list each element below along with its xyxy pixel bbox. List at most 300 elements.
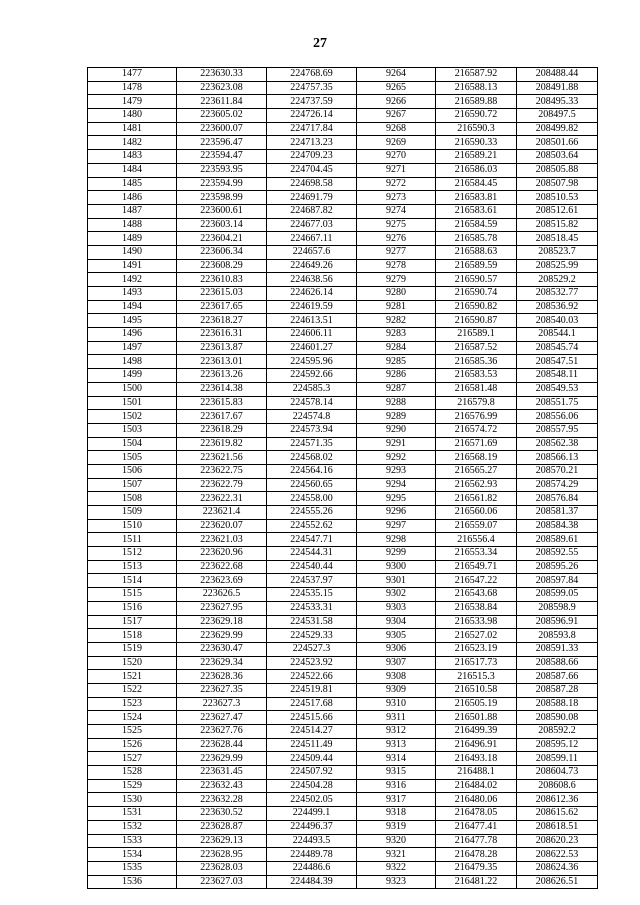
y-coordinate-cell: 224568.02	[267, 451, 357, 465]
x-coordinate-cell-2: 216576.99	[436, 410, 517, 424]
point-number-cell: 1491	[88, 259, 177, 273]
table-row	[88, 670, 598, 684]
y-coordinate-cell-2: 208624.36	[517, 861, 598, 875]
point-number-cell-2: 9276	[357, 232, 436, 246]
point-number-cell-2: 9322	[357, 861, 436, 875]
x-coordinate-cell-2: 216559.07	[436, 519, 517, 533]
x-coordinate-cell: 223629.99	[177, 752, 267, 766]
x-coordinate-cell-2: 216523.19	[436, 642, 517, 656]
point-number-cell-2: 9307	[357, 656, 436, 670]
x-coordinate-cell: 223627.76	[177, 725, 267, 739]
table-row	[88, 122, 598, 136]
y-coordinate-cell: 224486.6	[267, 861, 357, 875]
x-coordinate-cell-2: 216553.34	[436, 547, 517, 561]
point-number-cell: 1536	[88, 875, 177, 889]
point-number-cell: 1488	[88, 218, 177, 232]
table-row	[88, 738, 598, 752]
x-coordinate-cell-2: 216588.63	[436, 245, 517, 259]
y-coordinate-cell: 224515.66	[267, 711, 357, 725]
table-row	[88, 574, 598, 588]
y-coordinate-cell: 224493.5	[267, 834, 357, 848]
point-number-cell-2: 9281	[357, 300, 436, 314]
point-number-cell-2: 9308	[357, 670, 436, 684]
x-coordinate-cell-2: 216589.21	[436, 150, 517, 164]
y-coordinate-cell-2: 208626.51	[517, 875, 598, 889]
y-coordinate-cell: 224514.27	[267, 725, 357, 739]
x-coordinate-cell-2: 216583.61	[436, 204, 517, 218]
point-number-cell: 1499	[88, 369, 177, 383]
x-coordinate-cell-2: 216583.81	[436, 191, 517, 205]
y-coordinate-cell-2: 208551.75	[517, 396, 598, 410]
x-coordinate-cell: 223628.36	[177, 670, 267, 684]
x-coordinate-cell: 223630.47	[177, 642, 267, 656]
table-row	[88, 711, 598, 725]
x-coordinate-cell-2: 216510.58	[436, 683, 517, 697]
point-number-cell-2: 9287	[357, 382, 436, 396]
point-number-cell: 1524	[88, 711, 177, 725]
y-coordinate-cell-2: 208532.77	[517, 287, 598, 301]
x-coordinate-cell: 223632.43	[177, 779, 267, 793]
y-coordinate-cell: 224496.37	[267, 820, 357, 834]
y-coordinate-cell-2: 208615.62	[517, 807, 598, 821]
x-coordinate-cell-2: 216496.91	[436, 738, 517, 752]
x-coordinate-cell: 223618.29	[177, 423, 267, 437]
x-coordinate-cell: 223628.87	[177, 820, 267, 834]
y-coordinate-cell-2: 208566.13	[517, 451, 598, 465]
x-coordinate-cell-2: 216583.53	[436, 369, 517, 383]
x-coordinate-cell-2: 216586.03	[436, 163, 517, 177]
x-coordinate-cell-2: 216589.88	[436, 95, 517, 109]
point-number-cell: 1525	[88, 725, 177, 739]
y-coordinate-cell-2: 208497.5	[517, 109, 598, 123]
table-row	[88, 245, 598, 259]
table-row	[88, 725, 598, 739]
table-row	[88, 875, 598, 889]
table-row	[88, 273, 598, 287]
x-coordinate-cell-2: 216590.74	[436, 287, 517, 301]
y-coordinate-cell-2: 208491.88	[517, 81, 598, 95]
table-row	[88, 355, 598, 369]
y-coordinate-cell-2: 208499.82	[517, 122, 598, 136]
y-coordinate-cell: 224574.8	[267, 410, 357, 424]
y-coordinate-cell-2: 208581.37	[517, 506, 598, 520]
y-coordinate-cell-2: 208547.51	[517, 355, 598, 369]
y-coordinate-cell: 224737.59	[267, 95, 357, 109]
point-number-cell: 1519	[88, 642, 177, 656]
y-coordinate-cell: 224504.28	[267, 779, 357, 793]
point-number-cell-2: 9293	[357, 464, 436, 478]
table-row	[88, 150, 598, 164]
table-row	[88, 204, 598, 218]
table-row	[88, 287, 598, 301]
x-coordinate-cell-2: 216543.68	[436, 588, 517, 602]
point-number-cell-2: 9277	[357, 245, 436, 259]
table-row	[88, 136, 598, 150]
point-number-cell-2: 9286	[357, 369, 436, 383]
y-coordinate-cell-2: 208501.66	[517, 136, 598, 150]
x-coordinate-cell: 223616.31	[177, 328, 267, 342]
point-number-cell: 1509	[88, 506, 177, 520]
x-coordinate-cell: 223617.67	[177, 410, 267, 424]
point-number-cell-2: 9282	[357, 314, 436, 328]
point-number-cell: 1489	[88, 232, 177, 246]
table-row	[88, 396, 598, 410]
table-row	[88, 766, 598, 780]
point-number-cell: 1483	[88, 150, 177, 164]
point-number-cell: 1484	[88, 163, 177, 177]
table-row	[88, 81, 598, 95]
y-coordinate-cell: 224502.05	[267, 793, 357, 807]
point-number-cell: 1531	[88, 807, 177, 821]
point-number-cell-2: 9320	[357, 834, 436, 848]
x-coordinate-cell: 223606.34	[177, 245, 267, 259]
point-number-cell-2: 9274	[357, 204, 436, 218]
point-number-cell: 1533	[88, 834, 177, 848]
y-coordinate-cell-2: 208505.88	[517, 163, 598, 177]
coordinates-table-body	[88, 68, 598, 889]
point-number-cell-2: 9295	[357, 492, 436, 506]
point-number-cell-2: 9280	[357, 287, 436, 301]
y-coordinate-cell: 224687.82	[267, 204, 357, 218]
x-coordinate-cell-2: 216505.19	[436, 697, 517, 711]
table-row	[88, 232, 598, 246]
x-coordinate-cell: 223629.34	[177, 656, 267, 670]
y-coordinate-cell: 224698.58	[267, 177, 357, 191]
x-coordinate-cell-2: 216549.71	[436, 560, 517, 574]
y-coordinate-cell-2: 208595.26	[517, 560, 598, 574]
point-number-cell-2: 9272	[357, 177, 436, 191]
table-row	[88, 533, 598, 547]
x-coordinate-cell: 223618.27	[177, 314, 267, 328]
y-coordinate-cell-2: 208596.91	[517, 615, 598, 629]
point-number-cell: 1514	[88, 574, 177, 588]
x-coordinate-cell-2: 216579.8	[436, 396, 517, 410]
y-coordinate-cell: 224484.39	[267, 875, 357, 889]
x-coordinate-cell: 223622.79	[177, 478, 267, 492]
y-coordinate-cell: 224691.79	[267, 191, 357, 205]
table-row	[88, 779, 598, 793]
x-coordinate-cell: 223627.95	[177, 601, 267, 615]
point-number-cell-2: 9268	[357, 122, 436, 136]
table-row	[88, 163, 598, 177]
point-number-cell-2: 9273	[357, 191, 436, 205]
point-number-cell-2: 9317	[357, 793, 436, 807]
y-coordinate-cell-2: 208557.95	[517, 423, 598, 437]
point-number-cell: 1518	[88, 629, 177, 643]
y-coordinate-cell-2: 208589.61	[517, 533, 598, 547]
point-number-cell-2: 9291	[357, 437, 436, 451]
point-number-cell-2: 9271	[357, 163, 436, 177]
x-coordinate-cell: 223608.29	[177, 259, 267, 273]
y-coordinate-cell: 224606.11	[267, 328, 357, 342]
y-coordinate-cell-2: 208548.11	[517, 369, 598, 383]
table-row	[88, 259, 598, 273]
point-number-cell: 1530	[88, 793, 177, 807]
y-coordinate-cell-2: 208549.53	[517, 382, 598, 396]
x-coordinate-cell-2: 216538.84	[436, 601, 517, 615]
x-coordinate-cell: 223626.5	[177, 588, 267, 602]
x-coordinate-cell-2: 216481.22	[436, 875, 517, 889]
point-number-cell: 1522	[88, 683, 177, 697]
table-row	[88, 369, 598, 383]
y-coordinate-cell-2: 208587.66	[517, 670, 598, 684]
point-number-cell: 1497	[88, 341, 177, 355]
x-coordinate-cell: 223605.02	[177, 109, 267, 123]
table-row	[88, 793, 598, 807]
x-coordinate-cell: 223610.83	[177, 273, 267, 287]
point-number-cell: 1492	[88, 273, 177, 287]
y-coordinate-cell-2: 208599.11	[517, 752, 598, 766]
y-coordinate-cell: 224509.44	[267, 752, 357, 766]
point-number-cell: 1523	[88, 697, 177, 711]
point-number-cell-2: 9321	[357, 848, 436, 862]
y-coordinate-cell-2: 208591.33	[517, 642, 598, 656]
y-coordinate-cell-2: 208588.66	[517, 656, 598, 670]
x-coordinate-cell: 223631.45	[177, 766, 267, 780]
point-number-cell: 1495	[88, 314, 177, 328]
point-number-cell-2: 9305	[357, 629, 436, 643]
y-coordinate-cell-2: 208574.29	[517, 478, 598, 492]
point-number-cell-2: 9304	[357, 615, 436, 629]
table-row	[88, 683, 598, 697]
table-row	[88, 834, 598, 848]
point-number-cell-2: 9284	[357, 341, 436, 355]
x-coordinate-cell: 223628.44	[177, 738, 267, 752]
x-coordinate-cell-2: 216587.52	[436, 341, 517, 355]
point-number-cell: 1490	[88, 245, 177, 259]
x-coordinate-cell-2: 216493.18	[436, 752, 517, 766]
y-coordinate-cell: 224717.84	[267, 122, 357, 136]
table-row	[88, 506, 598, 520]
x-coordinate-cell: 223628.95	[177, 848, 267, 862]
table-row	[88, 601, 598, 615]
table-row	[88, 314, 598, 328]
point-number-cell-2: 9306	[357, 642, 436, 656]
point-number-cell: 1511	[88, 533, 177, 547]
table-row	[88, 451, 598, 465]
y-coordinate-cell: 224649.26	[267, 259, 357, 273]
y-coordinate-cell-2: 208618.51	[517, 820, 598, 834]
x-coordinate-cell: 223620.07	[177, 519, 267, 533]
x-coordinate-cell-2: 216568.19	[436, 451, 517, 465]
point-number-cell-2: 9269	[357, 136, 436, 150]
x-coordinate-cell: 223622.75	[177, 464, 267, 478]
x-coordinate-cell: 223621.4	[177, 506, 267, 520]
x-coordinate-cell-2: 216565.27	[436, 464, 517, 478]
x-coordinate-cell-2: 216590.82	[436, 300, 517, 314]
y-coordinate-cell: 224585.3	[267, 382, 357, 396]
table-row	[88, 328, 598, 342]
y-coordinate-cell: 224558.00	[267, 492, 357, 506]
table-row	[88, 68, 598, 82]
y-coordinate-cell-2: 208544.1	[517, 328, 598, 342]
x-coordinate-cell-2: 216478.28	[436, 848, 517, 862]
y-coordinate-cell-2: 208529.2	[517, 273, 598, 287]
x-coordinate-cell-2: 216571.69	[436, 437, 517, 451]
y-coordinate-cell: 224592.66	[267, 369, 357, 383]
y-coordinate-cell-2: 208525.99	[517, 259, 598, 273]
y-coordinate-cell: 224552.62	[267, 519, 357, 533]
x-coordinate-cell: 223613.26	[177, 369, 267, 383]
table-row	[88, 437, 598, 451]
x-coordinate-cell: 223630.33	[177, 68, 267, 82]
y-coordinate-cell-2: 208515.82	[517, 218, 598, 232]
table-row	[88, 423, 598, 437]
x-coordinate-cell-2: 216488.1	[436, 766, 517, 780]
point-number-cell-2: 9266	[357, 95, 436, 109]
point-number-cell: 1521	[88, 670, 177, 684]
y-coordinate-cell: 224704.45	[267, 163, 357, 177]
y-coordinate-cell: 224713.23	[267, 136, 357, 150]
y-coordinate-cell: 224527.3	[267, 642, 357, 656]
x-coordinate-cell-2: 216480.06	[436, 793, 517, 807]
y-coordinate-cell: 224507.92	[267, 766, 357, 780]
x-coordinate-cell: 223613.87	[177, 341, 267, 355]
point-number-cell: 1487	[88, 204, 177, 218]
table-row	[88, 478, 598, 492]
x-coordinate-cell: 223629.13	[177, 834, 267, 848]
x-coordinate-cell-2: 216501.88	[436, 711, 517, 725]
page-number: 27	[313, 36, 327, 51]
point-number-cell: 1535	[88, 861, 177, 875]
point-number-cell: 1520	[88, 656, 177, 670]
x-coordinate-cell-2: 216590.33	[436, 136, 517, 150]
y-coordinate-cell: 224757.35	[267, 81, 357, 95]
x-coordinate-cell: 223627.35	[177, 683, 267, 697]
y-coordinate-cell-2: 208592.55	[517, 547, 598, 561]
point-number-cell: 1512	[88, 547, 177, 561]
y-coordinate-cell: 224523.92	[267, 656, 357, 670]
point-number-cell: 1516	[88, 601, 177, 615]
table-row	[88, 820, 598, 834]
x-coordinate-cell-2: 216547.22	[436, 574, 517, 588]
x-coordinate-cell-2: 216533.98	[436, 615, 517, 629]
y-coordinate-cell: 224533.31	[267, 601, 357, 615]
point-number-cell-2: 9297	[357, 519, 436, 533]
point-number-cell-2: 9288	[357, 396, 436, 410]
y-coordinate-cell: 224564.16	[267, 464, 357, 478]
table-row	[88, 300, 598, 314]
point-number-cell-2: 9294	[357, 478, 436, 492]
point-number-cell: 1478	[88, 81, 177, 95]
x-coordinate-cell-2: 216581.48	[436, 382, 517, 396]
y-coordinate-cell: 224709.23	[267, 150, 357, 164]
y-coordinate-cell: 224726.14	[267, 109, 357, 123]
x-coordinate-cell-2: 216479.35	[436, 861, 517, 875]
y-coordinate-cell: 224535.15	[267, 588, 357, 602]
x-coordinate-cell-2: 216589.59	[436, 259, 517, 273]
y-coordinate-cell: 224517.68	[267, 697, 357, 711]
point-number-cell-2: 9318	[357, 807, 436, 821]
point-number-cell-2: 9298	[357, 533, 436, 547]
x-coordinate-cell: 223619.82	[177, 437, 267, 451]
y-coordinate-cell: 224657.6	[267, 245, 357, 259]
y-coordinate-cell: 224529.33	[267, 629, 357, 643]
y-coordinate-cell-2: 208584.38	[517, 519, 598, 533]
y-coordinate-cell-2: 208576.84	[517, 492, 598, 506]
point-number-cell: 1505	[88, 451, 177, 465]
point-number-cell: 1493	[88, 287, 177, 301]
x-coordinate-cell-2: 216574.72	[436, 423, 517, 437]
table-row	[88, 218, 598, 232]
x-coordinate-cell-2: 216588.13	[436, 81, 517, 95]
table-row	[88, 410, 598, 424]
y-coordinate-cell: 224540.44	[267, 560, 357, 574]
point-number-cell-2: 9303	[357, 601, 436, 615]
x-coordinate-cell: 223614.38	[177, 382, 267, 396]
x-coordinate-cell: 223630.52	[177, 807, 267, 821]
x-coordinate-cell-2: 216499.39	[436, 725, 517, 739]
point-number-cell-2: 9267	[357, 109, 436, 123]
x-coordinate-cell: 223613.01	[177, 355, 267, 369]
y-coordinate-cell: 224768.69	[267, 68, 357, 82]
x-coordinate-cell: 223623.69	[177, 574, 267, 588]
x-coordinate-cell: 223615.03	[177, 287, 267, 301]
point-number-cell: 1506	[88, 464, 177, 478]
x-coordinate-cell: 223627.47	[177, 711, 267, 725]
point-number-cell-2: 9296	[357, 506, 436, 520]
y-coordinate-cell: 224560.65	[267, 478, 357, 492]
y-coordinate-cell-2: 208536.92	[517, 300, 598, 314]
x-coordinate-cell-2: 216527.02	[436, 629, 517, 643]
y-coordinate-cell-2: 208488.44	[517, 68, 598, 82]
point-number-cell: 1500	[88, 382, 177, 396]
x-coordinate-cell-2: 216477.41	[436, 820, 517, 834]
coordinates-table	[87, 67, 598, 889]
y-coordinate-cell-2: 208510.53	[517, 191, 598, 205]
point-number-cell: 1480	[88, 109, 177, 123]
table-row	[88, 177, 598, 191]
y-coordinate-cell: 224571.35	[267, 437, 357, 451]
table-row	[88, 861, 598, 875]
x-coordinate-cell: 223598.99	[177, 191, 267, 205]
y-coordinate-cell: 224499.1	[267, 807, 357, 821]
x-coordinate-cell: 223593.95	[177, 163, 267, 177]
point-number-cell: 1504	[88, 437, 177, 451]
y-coordinate-cell: 224511.49	[267, 738, 357, 752]
point-number-cell: 1494	[88, 300, 177, 314]
table-row	[88, 752, 598, 766]
point-number-cell-2: 9300	[357, 560, 436, 574]
x-coordinate-cell-2: 216515.3	[436, 670, 517, 684]
y-coordinate-cell: 224667.11	[267, 232, 357, 246]
table-row	[88, 697, 598, 711]
y-coordinate-cell-2: 208507.98	[517, 177, 598, 191]
x-coordinate-cell: 223594.99	[177, 177, 267, 191]
table-row	[88, 382, 598, 396]
table-row	[88, 615, 598, 629]
x-coordinate-cell-2: 216587.92	[436, 68, 517, 82]
x-coordinate-cell-2: 216590.87	[436, 314, 517, 328]
x-coordinate-cell: 223611.84	[177, 95, 267, 109]
x-coordinate-cell: 223620.96	[177, 547, 267, 561]
point-number-cell-2: 9301	[357, 574, 436, 588]
point-number-cell: 1496	[88, 328, 177, 342]
table-row	[88, 848, 598, 862]
x-coordinate-cell-2: 216585.78	[436, 232, 517, 246]
point-number-cell-2: 9319	[357, 820, 436, 834]
table-row	[88, 629, 598, 643]
x-coordinate-cell: 223622.31	[177, 492, 267, 506]
table-row	[88, 656, 598, 670]
point-number-cell: 1485	[88, 177, 177, 191]
y-coordinate-cell: 224555.26	[267, 506, 357, 520]
x-coordinate-cell-2: 216590.57	[436, 273, 517, 287]
y-coordinate-cell-2: 208588.18	[517, 697, 598, 711]
y-coordinate-cell: 224626.14	[267, 287, 357, 301]
x-coordinate-cell: 223621.56	[177, 451, 267, 465]
x-coordinate-cell: 223621.03	[177, 533, 267, 547]
